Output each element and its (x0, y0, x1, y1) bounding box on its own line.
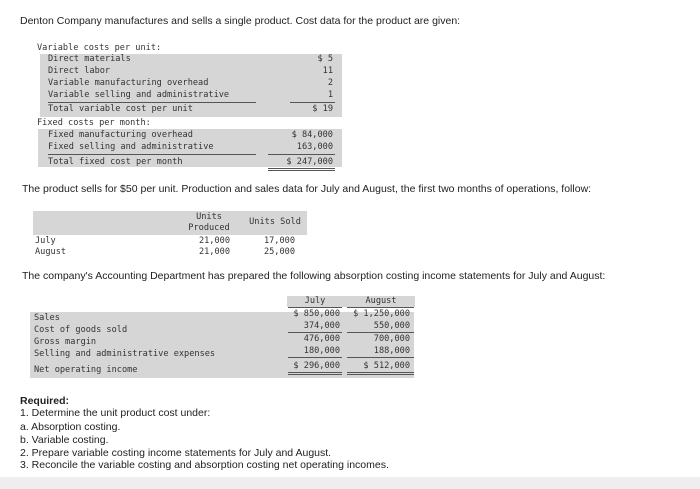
variable-total-label: Total variable cost per unit (48, 104, 193, 114)
divider (268, 154, 335, 155)
divider (288, 357, 342, 358)
cost-row-label: Variable selling and administrative (48, 90, 230, 100)
units-produced-value: 21,000 (198, 236, 230, 246)
august-value: $ 512,000 (363, 361, 410, 371)
required-item: a. Absorption costing. (20, 421, 121, 433)
cost-row-value: $ 84,000 (291, 130, 333, 140)
cost-row-label: Direct materials (48, 54, 131, 64)
required-item: 1. Determine the unit product cost under: (20, 407, 211, 419)
required-item: 2. Prepare variable costing income statements for July and August. (20, 447, 332, 459)
divider (48, 102, 256, 103)
accounting-sentence: The company's Accounting Department has prepared the following absorption costing income statements for July and August: (22, 270, 606, 282)
divider (347, 357, 414, 358)
month-label: August (35, 247, 67, 257)
statement-row-label: Gross margin (34, 337, 97, 347)
statement-row-label: Sales (34, 313, 60, 323)
cost-row-value: 163,000 (296, 142, 333, 152)
fixed-costs-heading: Fixed costs per month: (37, 118, 151, 128)
divider (347, 332, 414, 333)
cost-row-value: 2 (327, 78, 333, 88)
cost-row-label: Fixed selling and administrative (48, 142, 214, 152)
units-sold-value: 17,000 (263, 236, 295, 246)
divider (288, 332, 342, 333)
cost-row-label: Fixed manufacturing overhead (48, 130, 193, 140)
col-header-august: August (365, 296, 397, 306)
july-value: $ 296,000 (293, 361, 340, 371)
double-underline (347, 372, 414, 375)
required-heading: Required: (20, 395, 70, 407)
august-value: 550,000 (373, 321, 410, 331)
cost-row-value: 1 (327, 90, 333, 100)
cost-row-label: Direct labor (48, 66, 111, 76)
divider (347, 307, 414, 308)
units-sold-value: 25,000 (263, 247, 295, 257)
divider (48, 154, 256, 155)
month-label: July (35, 236, 56, 246)
double-underline (268, 168, 335, 171)
header-units-sold: Units Sold (249, 217, 301, 227)
cost-row-value: 11 (322, 66, 333, 76)
price-sentence: The product sells for $50 per unit. Production and sales data for July and August, the first two months of operations, follow: (22, 183, 592, 195)
august-value: $ 1,250,000 (353, 309, 410, 319)
required-item: 3. Reconcile the variable costing and absorption costing net operating incomes. (20, 459, 389, 471)
cost-row-value: $ 5 (317, 54, 333, 64)
variable-total-value: $ 19 (312, 104, 333, 114)
july-value: 476,000 (303, 334, 340, 344)
july-value: 180,000 (303, 346, 340, 356)
intro-text: Denton Company manufactures and sells a single product. Cost data for the product are given: (20, 15, 461, 27)
august-value: 700,000 (373, 334, 410, 344)
header-units-produced: Produced (188, 223, 230, 233)
fixed-total-label: Total fixed cost per month (48, 157, 183, 167)
variable-costs-heading: Variable costs per unit: (37, 43, 162, 53)
statement-row-label: Selling and administrative expenses (34, 349, 216, 359)
header-units-produced: Units (196, 212, 222, 222)
july-value: 374,000 (303, 321, 340, 331)
july-value: $ 850,000 (293, 309, 340, 319)
bottom-edge (0, 477, 700, 489)
fixed-total-value: $ 247,000 (286, 157, 333, 167)
units-produced-value: 21,000 (198, 247, 230, 257)
august-value: 188,000 (373, 346, 410, 356)
statement-row-label: Net operating income (34, 365, 138, 375)
statement-row-label: Cost of goods sold (34, 325, 128, 335)
required-item: b. Variable costing. (20, 434, 109, 446)
double-underline (288, 372, 342, 375)
divider (288, 307, 342, 308)
col-header-july: July (304, 296, 326, 306)
divider (290, 102, 335, 103)
cost-row-label: Variable manufacturing overhead (48, 78, 209, 88)
